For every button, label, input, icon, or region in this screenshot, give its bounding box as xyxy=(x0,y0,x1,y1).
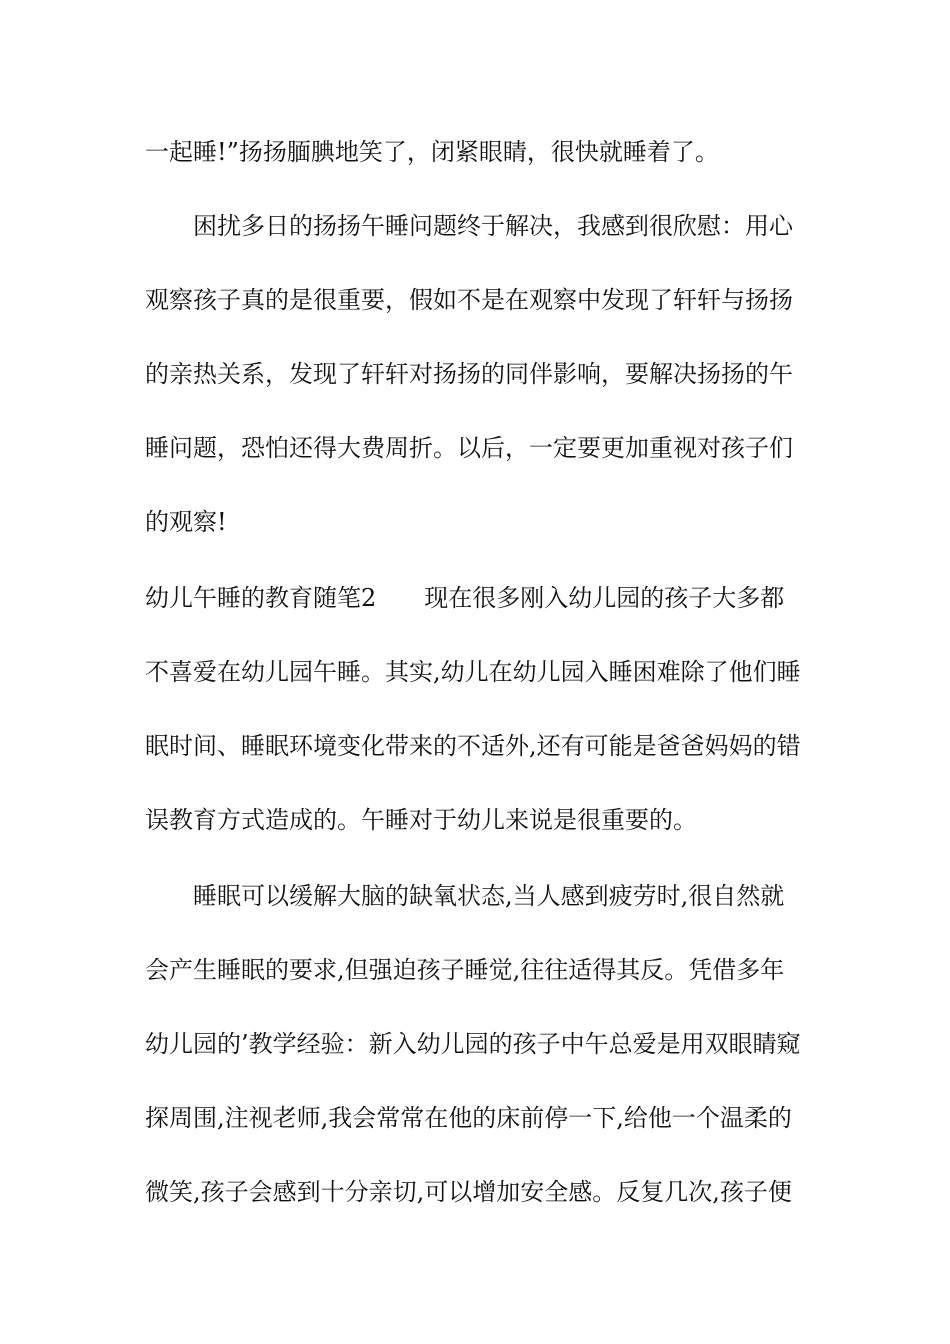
text-line-4: 的亲热关系，发现了轩轩对扬扬的同伴影响，要解决扬扬的午 xyxy=(145,360,793,388)
text-line-2: 困扰多日的扬扬午睡问题终于解决，我感到很欣慰：用心 xyxy=(193,212,793,240)
text-line-1: 一起睡!”扬扬腼腆地笑了，闭紧眼睛，很快就睡着了。 xyxy=(145,138,719,166)
text-line-6: 的观察! xyxy=(145,508,227,536)
text-line-11: 睡眠可以缓解大脑的缺氧状态,当人感到疲劳时,很自然就 xyxy=(193,882,785,910)
text-line-9: 眠时间、睡眠环境变化带来的不适外,还有可能是爸爸妈妈的错 xyxy=(145,732,801,760)
text-line-5: 睡问题，恐怕还得大费周折。以后，一定要更加重视对孩子们 xyxy=(145,434,793,462)
text-line-3: 观察孩子真的是很重要，假如不是在观察中发现了轩轩与扬扬 xyxy=(145,286,793,314)
text-line-14: 探周围,注视老师,我会常常在他的床前停一下,给他一个温柔的 xyxy=(145,1104,792,1132)
text-line-12: 会产生睡眠的要求,但强迫孩子睡觉,往往适得其反。凭借多年 xyxy=(145,956,785,984)
text-line-15: 微笑,孩子会感到十分亲切,可以增加安全感。反复几次,孩子便 xyxy=(145,1178,792,1206)
text-line-7: 幼儿午睡的教育随笔2 现在很多刚入幼儿园的孩子大多都 xyxy=(145,584,785,612)
text-line-8: 不喜爱在幼儿园午睡。其实,幼儿在幼儿园入睡困难除了他们睡 xyxy=(145,658,801,686)
text-line-13: 幼儿园的’教学经验：新入幼儿园的孩子中午总爱是用双眼睛窥 xyxy=(145,1030,801,1058)
text-line-10: 误教育方式造成的。午睡对于幼儿来说是很重要的。 xyxy=(145,806,697,834)
